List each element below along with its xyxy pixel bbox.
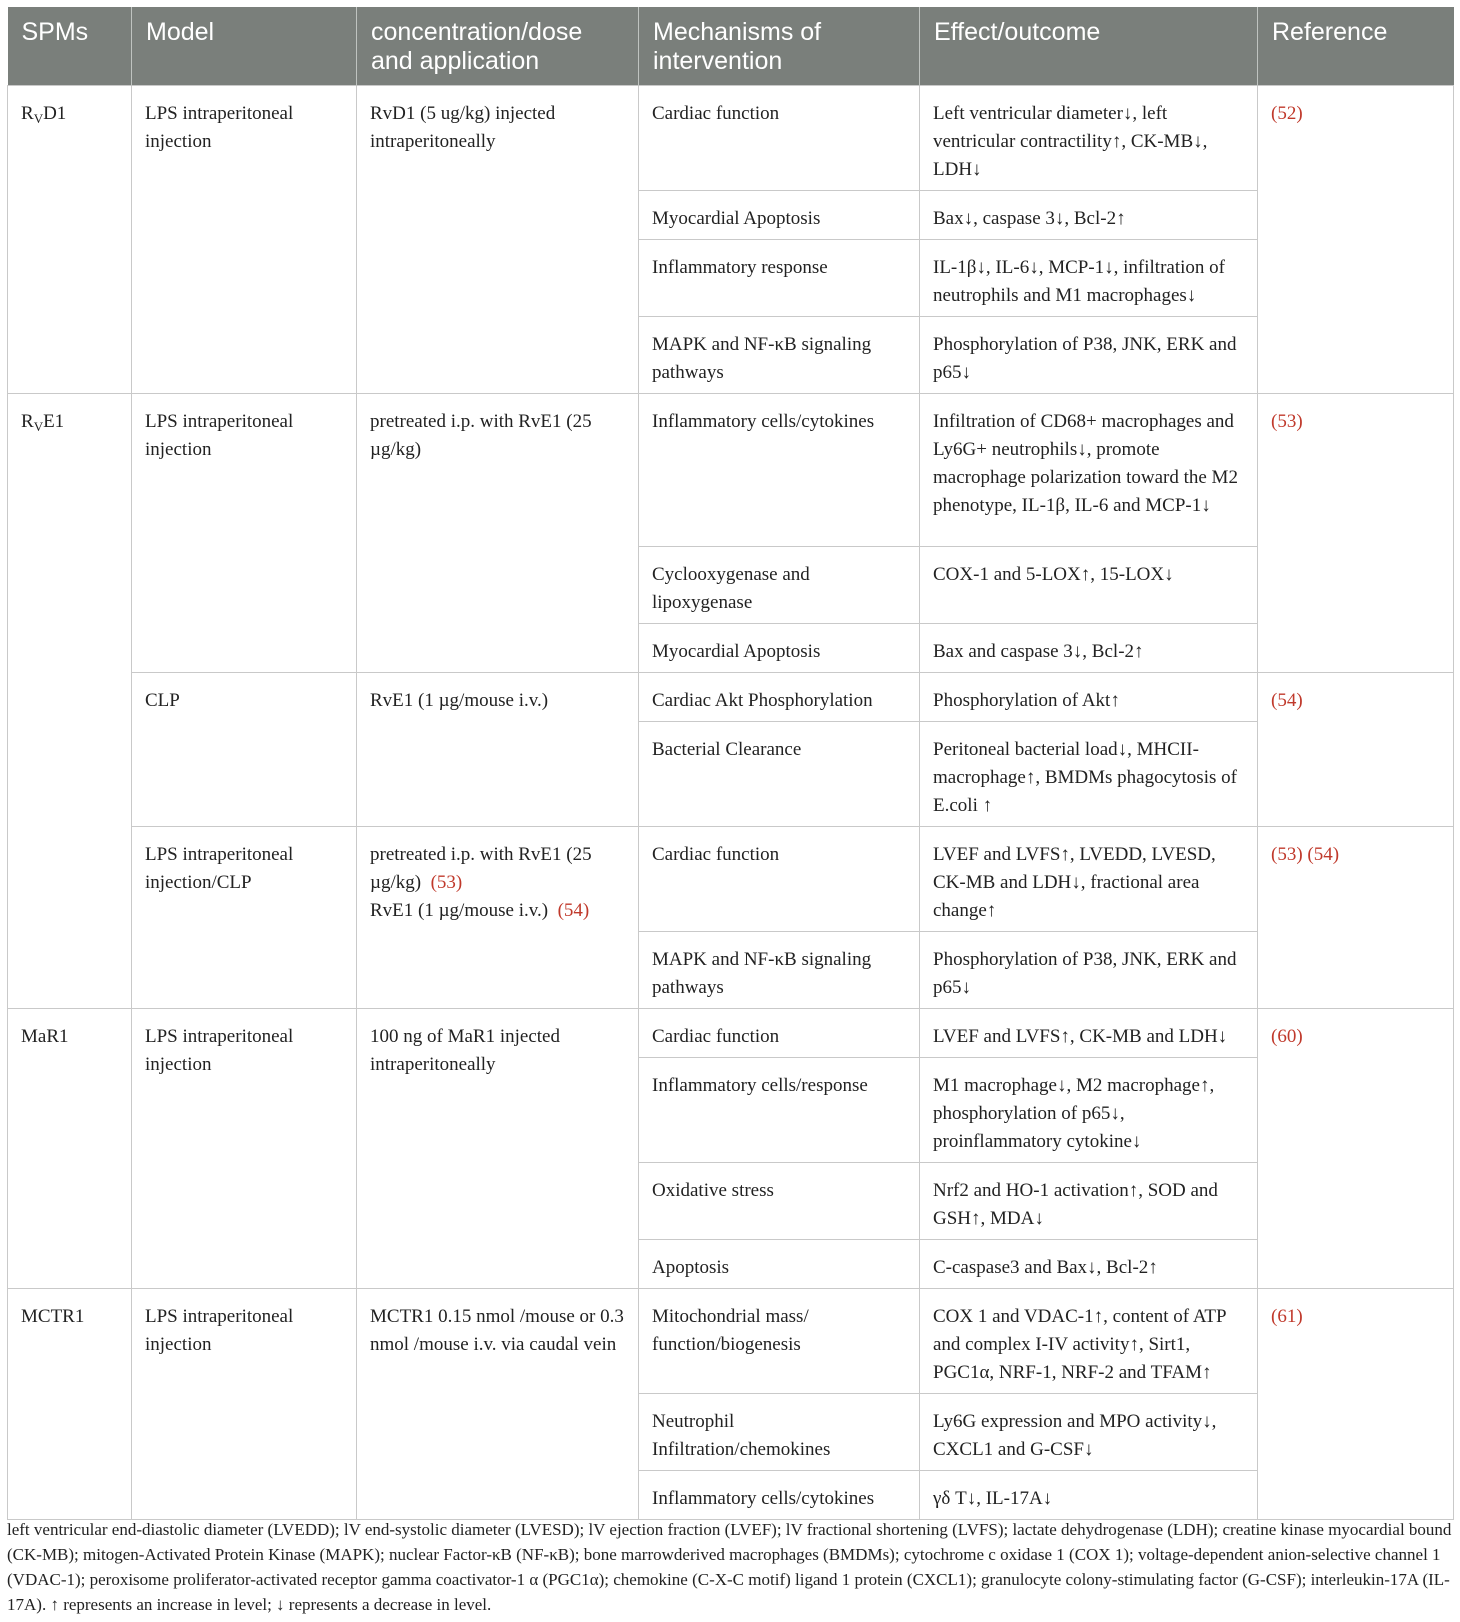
spm-cell-rvd1: $R_VD1$ [8,86,132,394]
model-cell: CLP [132,673,357,827]
effect-cell: Nrf2 and HO-1 activation↑, SOD and GSH↑, MDA↓ [920,1163,1258,1240]
mechanism-cell: Myocardial Apoptosis [639,191,920,240]
mechanism-cell: MAPK and NF-κB signaling pathways [639,317,920,394]
reference-cell [1258,827,1454,1009]
reference-link[interactable]: (54) [557,900,590,921]
reference-cell [1258,673,1454,827]
mechanism-cell: Oxidative stress [639,1163,920,1240]
reference-link[interactable]: (53) [430,872,463,893]
mechanism-cell: Myocardial Apoptosis [639,624,920,673]
mechanism-cell: Cardiac function [639,86,920,191]
mechanism-cell: Bacterial Clearance [639,722,920,827]
spm-table [7,7,1454,1520]
mechanism-cell: Cardiac function [639,827,920,932]
effect-cell: Bax and caspase 3↓, Bcl-2↑ [920,624,1258,673]
dose-cell: pretreated i.p. with RvE1 (25 µg/kg) [357,394,639,673]
effect-cell: C-caspase3 and Bax↓, Bcl-2↑ [920,1240,1258,1289]
mechanism-cell: Inflammatory cells/cytokines [639,394,920,547]
mechanism-cell: Cardiac Akt Phosphorylation [639,673,920,722]
table-row [8,827,1454,932]
dose-cell: 100 ng of MaR1 injected intraperitoneally [357,1009,639,1289]
mechanism-cell: Neutrophil Infiltration/chemokines [639,1394,920,1471]
effect-cell: Left ventricular diameter↓, left ventricular contractility↑, CK-MB↓, LDH↓ [920,86,1258,191]
effect-cell: Phosphorylation of Akt↑ [920,673,1258,722]
effect-cell: Bax↓, caspase 3↓, Bcl-2↑ [920,191,1258,240]
header-effect: Effect/outcome [920,7,1258,86]
mechanism-cell: Cardiac function [639,1009,920,1058]
table-row [8,394,1454,547]
dose-cell: RvE1 (1 µg/mouse i.v.) [357,673,639,827]
header-model: Model [132,7,357,86]
effect-cell: Infiltration of CD68+ macrophages and Ly6G+ neutrophils↓, promote macrophage polarization toward the M2 phenotype, IL-1β, IL-6 and MCP-1↓ [920,394,1258,547]
model-cell: LPS intraperitoneal injection [132,1009,357,1289]
header-dose: concentration/dose and application [357,7,639,86]
reference-link[interactable]: (54) [1307,844,1340,865]
header-mechanism: Mechanisms of intervention [639,7,920,86]
reference-link[interactable]: (52) [1271,103,1303,124]
dose-cell [357,827,639,1009]
mechanism-cell: Cyclooxygenase and lipoxygenase [639,547,920,624]
spm-cell-mctr1: MCTR1 [8,1289,132,1520]
reference-link[interactable]: (60) [1271,1026,1303,1047]
table-row [8,1009,1454,1058]
effect-cell: IL-1β↓, IL-6↓, MCP-1↓, infiltration of neutrophils and M1 macrophages↓ [920,240,1258,317]
effect-cell: Phosphorylation of P38, JNK, ERK and p65↓ [920,932,1258,1009]
reference-link[interactable]: (53) [1271,844,1303,865]
table-row [8,1289,1454,1394]
effect-cell: Peritoneal bacterial load↓, MHCII-macrophage↑, BMDMs phagocytosis of E.coli ↑ [920,722,1258,827]
mechanism-cell: Mitochondrial mass/ function/biogenesis [639,1289,920,1394]
reference-cell [1258,394,1454,673]
mechanism-cell: Apoptosis [639,1240,920,1289]
mechanism-cell: Inflammatory response [639,240,920,317]
spm-cell-rve1: $R_VE1$ [8,394,132,1009]
table-row [8,673,1454,722]
effect-cell: γδ T↓, IL-17A↓ [920,1471,1258,1520]
dose-cell: RvD1 (5 ug/kg) injected intraperitoneally [357,86,639,394]
dose-text: RvE1 (1 µg/mouse i.v.) [370,900,549,921]
reference-link[interactable]: (53) [1271,411,1303,432]
reference-cell [1258,1009,1454,1289]
reference-link[interactable]: (54) [1271,690,1303,711]
effect-cell: Ly6G expression and MPO activity↓, CXCL1 and G-CSF↓ [920,1394,1258,1471]
effect-cell: M1 macrophage↓, M2 macrophage↑, phosphorylation of p65↓, proinflammatory cytokine↓ [920,1058,1258,1163]
table-header-row [8,7,1454,86]
effect-cell: LVEF and LVFS↑, LVEDD, LVESD, CK-MB and LDH↓, fractional area change↑ [920,827,1258,932]
mechanism-cell: MAPK and NF-κB signaling pathways [639,932,920,1009]
mechanism-cell: Inflammatory cells/response [639,1058,920,1163]
effect-cell: COX-1 and 5-LOX↑, 15-LOX↓ [920,547,1258,624]
model-cell: LPS intraperitoneal injection [132,86,357,394]
reference-cell [1258,1289,1454,1520]
table-row [8,86,1454,191]
model-cell: LPS intraperitoneal injection [132,1289,357,1520]
spm-cell-mar1: MaR1 [8,1009,132,1289]
header-reference: Reference [1258,7,1454,86]
table-footnote: left ventricular end-diastolic diameter (LVEDD); lV end-systolic diameter (LVESD); lV ejection fraction (LVEF); lV fractional shortening (LVFS); lactate dehydrogenase (LDH); creatine kinase myocardial bound (CK-MB); mitogen-Activated Protein Kinase (MAPK); nuclear Factor-κB (NF-κB); bone marrowderived macrophages (BMDMs); cytochrome c oxidase 1 (COX 1); voltage-dependent anion-selective channel 1 (VDAC-1); peroxisome proliferator-activated receptor gamma coactivator-1 α (PGC1α); chemokine (C-X-C motif) ligand 1 protein (CXCL1); granulocyte colony-stimulating factor (G-CSF); interleukin-17A (IL-17A). ↑ represents an increase in level; ↓ represents a decrease in level. [7,1520,1452,1614]
effect-cell: Phosphorylation of P38, JNK, ERK and p65↓ [920,317,1258,394]
effect-cell: COX 1 and VDAC-1↑, content of ATP and complex I-IV activity↑, Sirt1, PGC1α, NRF-1, NRF-2 and TFAM↑ [920,1289,1258,1394]
dose-text: pretreated i.p. with RvE1 (25 µg/kg) [370,844,592,893]
effect-cell: LVEF and LVFS↑, CK-MB and LDH↓ [920,1009,1258,1058]
mechanism-cell: Inflammatory cells/cytokines [639,1471,920,1520]
reference-cell [1258,86,1454,394]
model-cell: LPS intraperitoneal injection [132,394,357,673]
header-spms: SPMs [8,7,132,86]
model-cell: LPS intraperitoneal injection/CLP [132,827,357,1009]
dose-cell: MCTR1 0.15 nmol /mouse or 0.3 nmol /mouse i.v. via caudal vein [357,1289,639,1520]
reference-link[interactable]: (61) [1271,1306,1303,1327]
